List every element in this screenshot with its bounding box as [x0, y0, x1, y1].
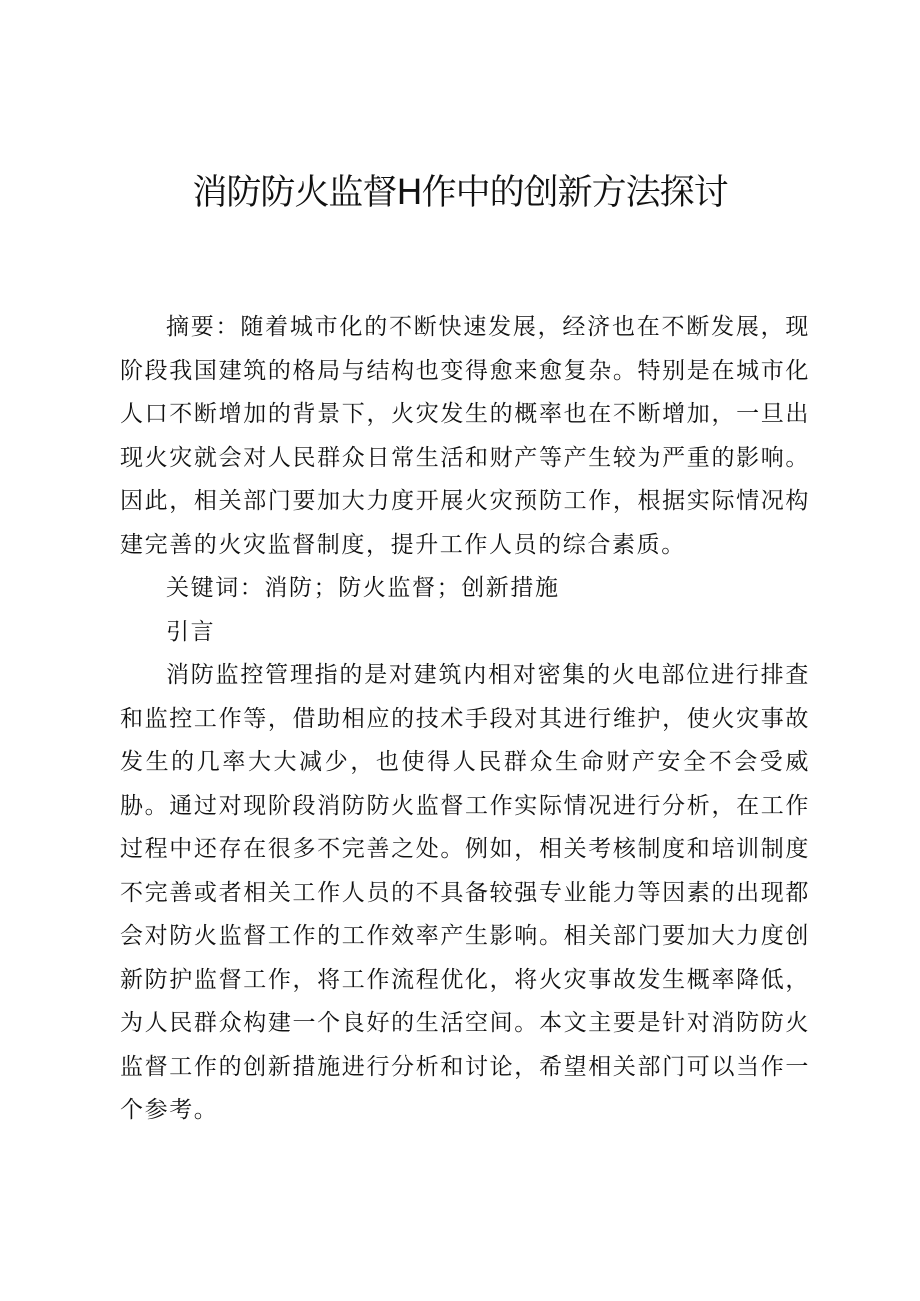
intro-heading: 引言	[166, 618, 216, 645]
document-body	[120, 306, 810, 1133]
abstract-paragraph: 摘要：随着城市化的不断快速发展，经济也在不断发展，现阶段我国建筑的格局与结构也变得愈来愈复杂。特别是在城市化人口不断增加的背景下，火灾发生的概率也在不断增加，一旦出现火灾就会对人民群众日常生活和财产等产生较为严重的影响。因此，相关部门要加大力度开展火灾预防工作，根据实际情况构建完善的火灾监督制度，提升工作人员的综合素质。	[120, 314, 810, 558]
document-title: 消防防火监督H作中的创新方法探讨	[192, 173, 728, 213]
intro-paragraph: 消防监控管理指的是对建筑内相对密集的火电部位进行排査和监控工作等，借助相应的技术手段对其进行维护，使火灾事故发生的几率大大减少，也使得人民群众生命财产安全不会受威胁。通过对现阶段消防防火监督工作实际情况进行分析，在工作过程中还存在很多不完善之处。例如，相关考核制度和培训制度不完善或者相关工作人员的不具备较强专业能力等因素的出现都会对防火监督工作的工作效率产生影响。相关部门要加大力度创新防护监督工作，将工作流程优化，将火灾事故发生概率降低，为人民群众构建一个良好的生活空间。本文主要是针对消防防火监督工作的创新措施进行分析和讨论，希望相关部门可以当作一个参考。	[120, 662, 810, 1123]
keywords-line: 关键词：消防；防火监督；创新措施	[166, 575, 560, 601]
